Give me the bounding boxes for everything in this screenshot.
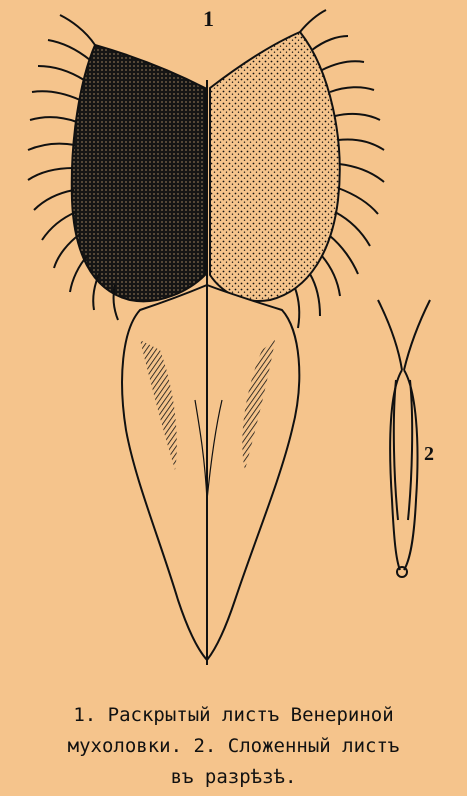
caption-line-1: 1. Раскрытый листъ Венериной (73, 704, 394, 726)
leaf-petiole (122, 285, 299, 660)
right-trap-lobe (210, 10, 384, 328)
caption-line-3: въ разрѣзѣ. (170, 766, 297, 788)
figure-label-1: 1 (203, 6, 214, 31)
folded-leaf-section (378, 300, 430, 577)
left-trap-lobe (28, 15, 205, 320)
figure-caption (0, 700, 467, 793)
figure-label-2: 2 (424, 443, 434, 465)
caption-line-2: мухоловки. 2. Сложенный листъ (67, 735, 400, 757)
